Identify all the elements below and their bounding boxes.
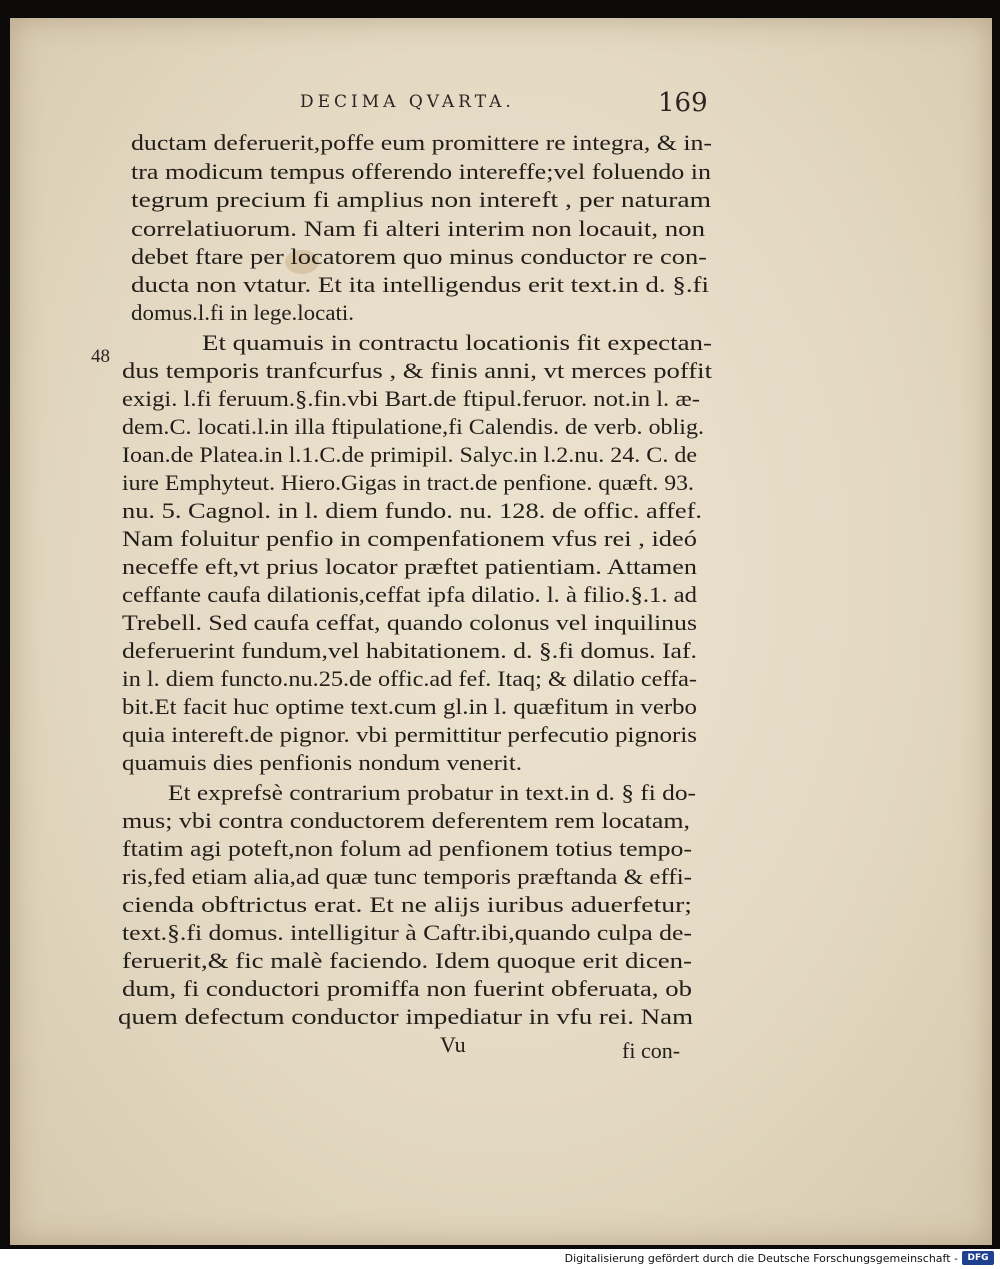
text-line: tra modicum tempus offerendo intereffe;vel foluendo in bbox=[131, 159, 711, 184]
text-line: correlatiuorum. Nam fi alteri interim non locauit, non bbox=[131, 216, 705, 241]
text-line: domus.l.fi in lege.locati. bbox=[131, 300, 354, 325]
text-line: exigi. l.fi feruum.§.fin.vbi Bart.de ftipul.feruor. not.in l. æ- bbox=[122, 386, 700, 411]
text-line: text.§.fi domus. intelligitur à Caftr.ibi,quando culpa de- bbox=[122, 920, 692, 945]
text-line: ftatim agi poteft,non folum ad penfionem totius tempo- bbox=[122, 836, 692, 861]
text-line: dus temporis tranfcurfus , & finis anni, vt merces poffit bbox=[122, 358, 712, 383]
page-number: 169 bbox=[658, 88, 708, 118]
text-line: ceffante caufa dilationis,ceffat ipfa dilatio. l. à filio.§.1. ad bbox=[122, 582, 697, 607]
running-title: DECIMA QVARTA. bbox=[300, 92, 515, 112]
text-line: iure Emphyteut. Hiero.Gigas in tract.de penfione. quæft. 93. bbox=[122, 470, 694, 495]
dfg-logo: DFG bbox=[962, 1251, 994, 1265]
text-line: Nam foluitur penfio in compenfationem vfus rei , ideó bbox=[122, 526, 697, 551]
text-line: bit.Et facit huc optime text.cum gl.in l. quæfitum in verbo bbox=[122, 694, 697, 719]
text-line: tegrum precium fi amplius non intereft , per naturam bbox=[131, 187, 711, 212]
footer-bar bbox=[0, 1249, 1000, 1269]
text-line: neceffe eft,vt prius locator præftet patientiam. Attamen bbox=[122, 554, 697, 579]
text-line: cienda obftrictus erat. Et ne alijs iuribus aduerfetur; bbox=[122, 892, 692, 917]
text-line: feruerit,& fic malè faciendo. Idem quoque erit dicen- bbox=[122, 948, 692, 973]
text-line: in l. diem functo.nu.25.de offic.ad fef. Itaq; & dilatio ceffa- bbox=[122, 666, 697, 691]
text-line: dem.C. locati.l.in illa ftipulatione,fi Calendis. de verb. oblig. bbox=[122, 414, 704, 439]
text-line: quia intereft.de pignor. vbi permittitur perfecutio pignoris bbox=[122, 722, 697, 747]
text-line: mus; vbi contra conductorem deferentem rem locatam, bbox=[122, 808, 690, 833]
text-line: ducta non vtatur. Et ita intelligendus erit text.in d. §.fi bbox=[131, 272, 709, 297]
text-line: ductam deferuerit,poffe eum promittere re integra, & in- bbox=[131, 130, 712, 155]
text-line: Et quamuis in contractu locationis fit expectan- bbox=[202, 330, 712, 355]
text-line: deferuerint fundum,vel habitationem. d. §.fi domus. Iaf. bbox=[122, 638, 697, 663]
text-line: ris,fed etiam alia,ad quæ tunc temporis præftanda & effi- bbox=[122, 864, 692, 889]
catchword: fi con- bbox=[622, 1038, 681, 1063]
text-line: debet ftare per locatorem quo minus conductor re con- bbox=[131, 244, 707, 269]
text-line: Ioan.de Platea.in l.1.C.de primipil. Salyc.in l.2.nu. 24. C. de bbox=[122, 442, 697, 467]
text-line: nu. 5. Cagnol. in l. diem fundo. nu. 128. de offic. affef. bbox=[122, 498, 702, 523]
text-line: quamuis dies penfionis nondum venerit. bbox=[122, 750, 522, 775]
text-line: Et exprefsè contrarium probatur in text.in d. § fi do- bbox=[168, 780, 696, 805]
margin-note: 48 bbox=[91, 346, 110, 367]
funding-note: Digitalisierung gefördert durch die Deutsche Forschungsgemeinschaft - bbox=[564, 1252, 958, 1265]
text-line: quem defectum conductor impediatur in vfu rei. Nam bbox=[118, 1004, 693, 1029]
signature-mark: Vu bbox=[440, 1032, 466, 1057]
text-line: dum, fi conductori promiffa non fuerint obferuata, ob bbox=[122, 976, 692, 1001]
text-line: Trebell. Sed caufa ceffat, quando colonus vel inquilinus bbox=[122, 610, 697, 635]
